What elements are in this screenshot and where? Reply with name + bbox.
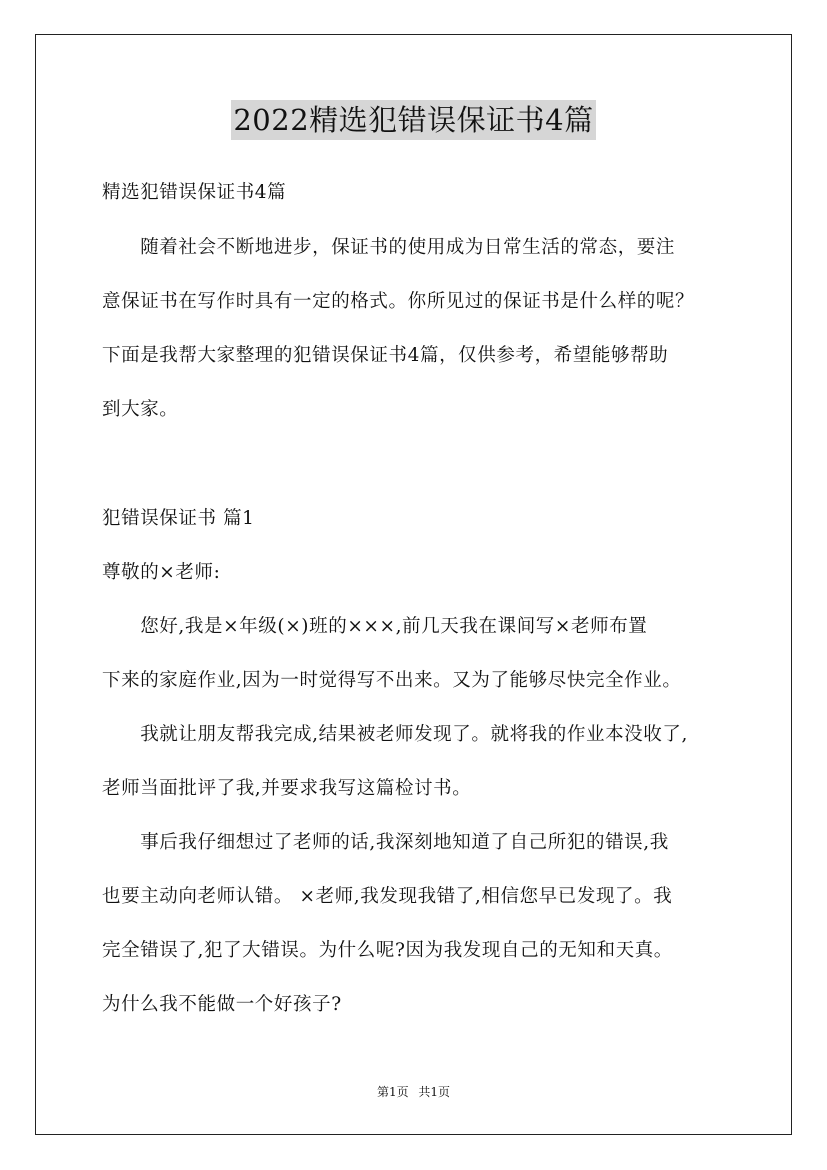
page-number: 第1页 bbox=[376, 1085, 409, 1099]
body-line: 您好,我是×年级(×)班的×××,前几天我在课间写×老师布置 bbox=[102, 616, 648, 637]
body-line: 完全错误了,犯了大错误。为什么呢?因为我发现自己的无知和天真。 bbox=[102, 940, 673, 961]
intro-line: 随着社会不断地进步，保证书的使用成为日常生活的常态，要注 bbox=[102, 237, 676, 258]
intro-line: 下面是我帮大家整理的犯错误保证书4篇，仅供参考，希望能够帮助 bbox=[102, 345, 669, 366]
section-heading: 犯错误保证书 篇1 bbox=[102, 508, 255, 529]
intro-line: 意保证书在写作时具有一定的格式。你所见过的保证书是什么样的呢？ bbox=[102, 291, 695, 312]
body-line: 下来的家庭作业,因为一时觉得写不出来。又为了能够尽快完全作业。 bbox=[102, 670, 682, 691]
title-container bbox=[0, 100, 827, 140]
body-line: 老师当面批评了我,并要求我写这篇检讨书。 bbox=[102, 778, 472, 799]
page-total: 共1页 bbox=[418, 1085, 451, 1099]
document-subtitle: 精选犯错误保证书4篇 bbox=[102, 182, 287, 203]
body-line: 我就让朋友帮我完成,结果被老师发现了。就将我的作业本没收了, bbox=[102, 724, 688, 745]
document-title: 2022精选犯错误保证书4篇 bbox=[231, 100, 595, 140]
body-line: 事后我仔细想过了老师的话,我深刻地知道了自己所犯的错误,我 bbox=[102, 832, 669, 853]
body-line: 也要主动向老师认错。 ×老师,我发现我错了,相信您早已发现了。我 bbox=[102, 886, 673, 907]
salutation: 尊敬的×老师: bbox=[102, 562, 221, 583]
page-footer bbox=[0, 1084, 827, 1100]
intro-line: 到大家。 bbox=[102, 399, 179, 420]
body-line: 为什么我不能做一个好孩子? bbox=[102, 994, 342, 1015]
